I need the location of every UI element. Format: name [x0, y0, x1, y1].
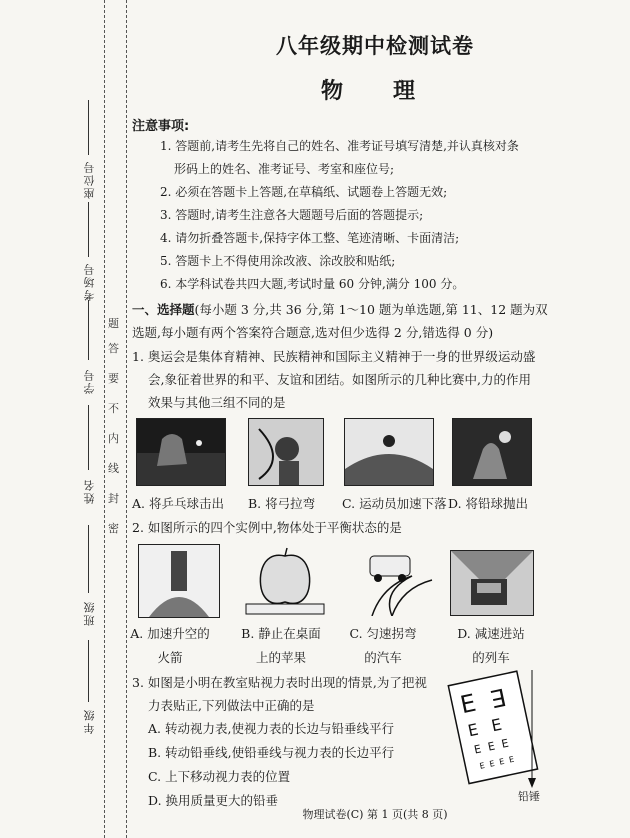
field-grade: 年级 — [83, 708, 96, 734]
field-seat-number-blank — [88, 100, 89, 155]
q2-option-a — [130, 622, 210, 670]
q2-stem: 2. 如图所示的四个实例中,物体处于平衡状态的是 — [132, 520, 402, 535]
train-picture — [451, 551, 533, 615]
page-footer: 物理试卷(C) 第 1 页(共 8 页) — [302, 808, 448, 821]
seal-char: 密 — [108, 522, 119, 535]
q2-image-d — [450, 550, 534, 616]
eye-chart-letter: E — [489, 714, 504, 736]
q1-image-a — [136, 418, 226, 486]
q1-option-a: A. 将乒乓球击出 — [132, 496, 224, 511]
q3-option-a: A. 转动视力表,使视力表的长边与铅垂线平行 — [148, 721, 394, 736]
notice-item: 6. 本学科试卷共四大题,考试时量 60 分钟,满分 100 分。 — [160, 277, 465, 291]
q2-option-d — [448, 622, 534, 670]
section1-line1 — [132, 300, 548, 318]
q2-option-c-line2: 的汽车 — [364, 650, 402, 665]
car-turning-picture — [352, 546, 438, 616]
eye-chart-letter: E — [457, 688, 479, 720]
q2-option-c-line1: C. 匀速拐弯 — [349, 626, 417, 641]
field-grade-blank — [88, 640, 89, 702]
q3-option-b: B. 转动铅垂线,使铅垂线与视力表的长边平行 — [148, 745, 395, 760]
q3-option-c: C. 上下移动视力表的位置 — [148, 769, 291, 784]
field-name: 姓名 — [83, 478, 96, 504]
q2-option-b-line1: B. 静止在桌面 — [241, 626, 321, 641]
eye-chart-letter: E — [472, 742, 483, 757]
q2-option-a-line2: 火箭 — [157, 650, 183, 665]
exam-title: 八年级期中检测试卷 — [276, 34, 474, 58]
notice-item: 3. 答题时,请考生注意各大题题号后面的答题提示; — [160, 208, 424, 222]
q2-option-a-line1: A. 加速升空的 — [130, 626, 210, 641]
section1-heading: 一、选择题 — [132, 302, 195, 317]
notice-item: 4. 请勿折叠答题卡,保持字体工整、笔迹清晰、卡面清洁; — [160, 231, 460, 245]
q3-stem: 力表贴正,下列做法中正确的是 — [148, 698, 315, 713]
section1-desc-cont: 选题,每小题有两个答案符合题意,选对但少选得 2 分,错选得 0 分) — [132, 325, 494, 340]
q1-image-d — [452, 418, 532, 486]
plumb-bob-label: 铅锤 — [518, 790, 540, 803]
seal-char: 题 — [108, 317, 119, 330]
seal-line-outer — [104, 0, 105, 838]
notice-item: 2. 必须在答题卡上答题,在草稿纸、试题卷上答题无效; — [160, 185, 448, 199]
seal-char: 不 — [108, 402, 119, 415]
seal-char: 内 — [108, 432, 119, 445]
eye-chart-letter: E — [498, 756, 506, 767]
q3-figure — [440, 668, 552, 798]
seal-char: 要 — [108, 372, 119, 385]
q1-stem: 会,象征着世界的和平、友谊和团结。如图所示的几种比赛中,力的作用 — [148, 372, 531, 387]
q1-stem: 1. 奥运会是集体育精神、民族精神和国际主义精神于一身的世界级运动盛 — [132, 349, 536, 364]
q2-option-c — [340, 622, 426, 670]
field-exam-room: 考场号 — [83, 262, 96, 301]
section1-desc: (每小题 3 分,共 36 分,第 1～10 题为单选题,第 11、12 题为双 — [194, 302, 548, 317]
q2-option-d-line2: 的列车 — [472, 650, 510, 665]
q1-option-c: C. 运动员加速下落 — [342, 496, 447, 511]
q3-stem: 3. 如图是小明在教室贴视力表时出现的情景,为了把视 — [132, 675, 427, 690]
eye-chart-letter: E — [488, 758, 496, 769]
q1-option-d: D. 将铅球抛出 — [448, 496, 529, 511]
q3-option-d: D. 换用质量更大的铅垂 — [148, 793, 279, 808]
field-seat-number: 座位号 — [83, 160, 96, 199]
q1-image-b — [248, 418, 324, 486]
q2-image-a — [138, 544, 220, 618]
eye-chart-board — [448, 671, 537, 783]
q2-image-c — [352, 546, 438, 616]
field-class: 班级 — [83, 600, 96, 626]
skydiving-picture — [345, 419, 433, 485]
field-exam-room-blank — [88, 202, 89, 257]
eye-chart-letter: E — [466, 719, 481, 741]
notice-item: 5. 答题卡上不得使用涂改液、涂改胶和贴纸; — [160, 254, 396, 268]
shot-put-picture — [453, 419, 531, 485]
eye-chart-letter: E — [500, 736, 510, 751]
q2-option-b-line2: 上的苹果 — [255, 650, 306, 665]
eye-chart-figure — [440, 668, 552, 798]
seal-line-inner — [126, 0, 127, 838]
field-student-number: 学号 — [83, 368, 96, 394]
plumb-bob — [528, 778, 536, 788]
seal-char: 线 — [108, 462, 119, 475]
field-name-blank — [88, 405, 89, 470]
notice-item: 形码上的姓名、准考证号、考室和座位号; — [174, 162, 395, 176]
q2-option-b — [234, 622, 328, 670]
q1-image-c — [344, 418, 434, 486]
q2-image-b — [242, 546, 328, 616]
notice-item: 1. 答题前,请考生先将自己的姓名、准考证号填写清楚,并认真核对条 — [160, 139, 519, 153]
field-student-number-blank — [88, 300, 89, 360]
eye-chart-letter: E — [478, 761, 486, 771]
field-class-blank — [88, 525, 89, 593]
apple-picture — [242, 546, 328, 616]
eye-chart-letter: E — [487, 682, 509, 713]
seal-char: 答 — [108, 342, 119, 355]
eye-chart-letter: E — [486, 739, 497, 754]
archery-picture — [249, 419, 323, 485]
seal-char: 封 — [108, 492, 119, 505]
binding-strip — [0, 0, 118, 838]
subject-title: 物 理 — [320, 79, 429, 104]
notice-heading: 注意事项: — [132, 119, 190, 134]
eye-chart-letter: E — [508, 754, 516, 765]
q1-stem: 效果与其他三组不同的是 — [148, 395, 286, 410]
rocket-picture — [139, 545, 219, 617]
ping-pong-picture — [137, 419, 225, 485]
q1-option-b: B. 将弓拉弯 — [248, 496, 316, 511]
q2-option-d-line1: D. 减速进站 — [457, 626, 525, 641]
